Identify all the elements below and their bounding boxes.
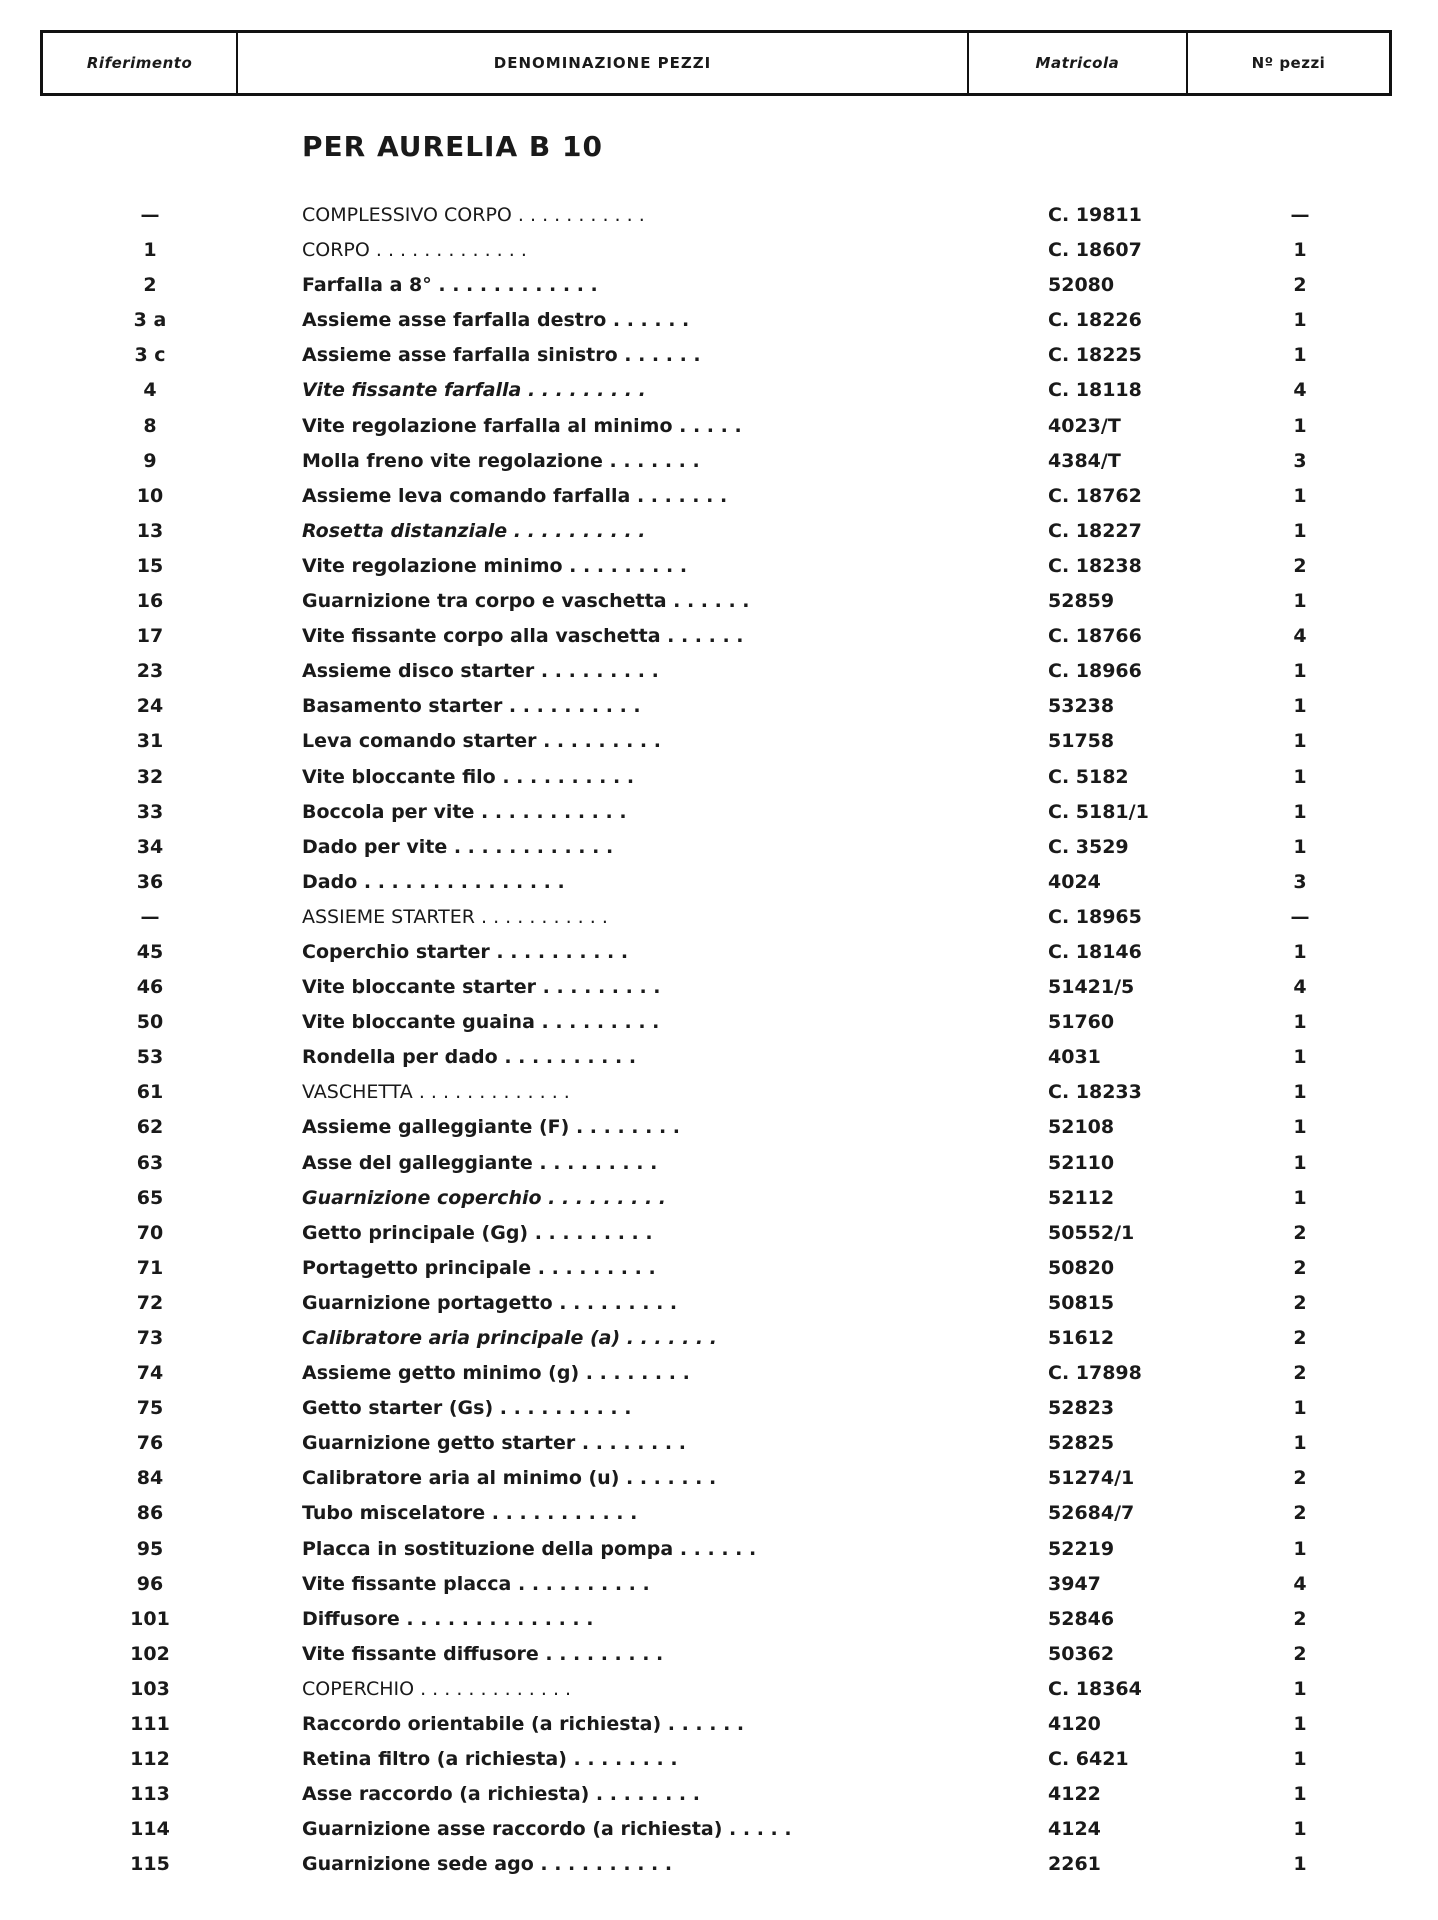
row-riferimento: 111	[130, 1713, 170, 1736]
row-riferimento: 71	[136, 1256, 164, 1279]
row-num-pezzi: 1	[1293, 835, 1307, 858]
row-num-pezzi: 1	[1293, 239, 1307, 262]
row-num-pezzi: 1	[1293, 519, 1307, 542]
row-matricola: 50552/1	[1048, 1221, 1135, 1244]
row-matricola: 52108	[1048, 1116, 1115, 1139]
row-riferimento: 13	[136, 519, 164, 542]
table-row	[0, 586, 1438, 621]
row-num-pezzi: 1	[1293, 590, 1307, 613]
row-denominazione: Boccola per vite . . . . . . . . . . .	[302, 800, 627, 823]
row-denominazione: Tubo miscelatore . . . . . . . . . . .	[302, 1502, 638, 1525]
row-riferimento: 36	[136, 870, 164, 893]
row-riferimento: 63	[136, 1151, 164, 1174]
row-riferimento: 23	[136, 660, 164, 683]
row-matricola: 51612	[1048, 1327, 1115, 1349]
row-matricola: C. 18762	[1048, 484, 1142, 507]
row-denominazione: Getto starter (Gs) . . . . . . . . . .	[302, 1397, 632, 1420]
row-matricola: 4384/T	[1048, 449, 1121, 472]
row-riferimento: 103	[130, 1677, 170, 1700]
row-matricola: 52846	[1048, 1607, 1115, 1630]
row-denominazione: Dado per vite . . . . . . . . . . . .	[302, 835, 614, 858]
table-row	[0, 200, 1438, 235]
row-denominazione: Guarnizione tra corpo e vaschetta . . . . . .	[302, 590, 750, 613]
row-num-pezzi: 1	[1293, 1677, 1307, 1700]
row-riferimento: 15	[136, 554, 164, 577]
row-denominazione: Vite fissante placca . . . . . . . . . .	[302, 1572, 650, 1595]
row-denominazione: Retina filtro (a richiesta) . . . . . . . .	[302, 1748, 678, 1771]
row-riferimento: 72	[136, 1291, 164, 1314]
row-riferimento: 33	[136, 800, 164, 823]
table-row	[0, 1077, 1438, 1112]
row-num-pezzi: 1	[1293, 1011, 1307, 1034]
row-matricola: 50815	[1048, 1291, 1115, 1314]
row-matricola: C. 5182	[1048, 765, 1129, 788]
row-num-pezzi: 1	[1293, 1151, 1307, 1174]
row-num-pezzi: 4	[1293, 1572, 1307, 1595]
table-row	[0, 1639, 1438, 1674]
row-num-pezzi: 2	[1293, 1291, 1307, 1314]
row-denominazione: Raccordo orientabile (a richiesta) . . . . . .	[302, 1713, 745, 1736]
header-denominazione: DENOMINAZIONE PEZZI	[238, 33, 969, 93]
row-denominazione: Guarnizione coperchio . . . . . . . . .	[302, 1186, 667, 1209]
row-denominazione: CORPO . . . . . . . . . . . . .	[302, 239, 527, 262]
row-denominazione: Assieme galleggiante (F) . . . . . . . .	[302, 1116, 681, 1139]
row-riferimento: 95	[136, 1537, 164, 1560]
row-riferimento: 46	[136, 976, 164, 999]
row-denominazione: Molla freno vite regolazione . . . . . . .	[302, 449, 700, 472]
row-matricola: 51760	[1048, 1011, 1115, 1034]
table-row	[0, 621, 1438, 656]
row-matricola: 4122	[1048, 1783, 1101, 1806]
row-matricola: C. 18227	[1048, 519, 1142, 542]
row-num-pezzi: 4	[1293, 379, 1307, 402]
row-riferimento: 31	[136, 730, 164, 753]
row-matricola: C. 18226	[1048, 309, 1142, 332]
row-riferimento: 34	[136, 835, 164, 858]
table-row	[0, 1358, 1438, 1393]
row-num-pezzi: 1	[1293, 1081, 1307, 1104]
table-row	[0, 305, 1438, 340]
row-matricola: 52080	[1048, 274, 1115, 297]
row-matricola: 50362	[1048, 1642, 1115, 1665]
row-denominazione: Assieme disco starter . . . . . . . . .	[302, 660, 659, 683]
row-riferimento: 3 c	[134, 344, 166, 367]
row-denominazione: Basamento starter . . . . . . . . . .	[302, 695, 641, 718]
row-matricola: C. 18225	[1048, 344, 1142, 367]
row-num-pezzi: 2	[1293, 1502, 1307, 1525]
row-riferimento: 50	[136, 1011, 164, 1034]
row-denominazione: Placca in sostituzione della pompa . . . . . .	[302, 1537, 757, 1560]
row-matricola: C. 5181/1	[1048, 800, 1149, 823]
row-denominazione: Rondella per dado . . . . . . . . . .	[302, 1046, 637, 1069]
row-num-pezzi: 3	[1293, 870, 1307, 893]
row-denominazione: COMPLESSIVO CORPO . . . . . . . . . . .	[302, 204, 645, 226]
row-denominazione: Guarnizione asse raccordo (a richiesta) . . . . .	[302, 1818, 792, 1841]
row-riferimento: 8	[143, 414, 157, 437]
table-row	[0, 1288, 1438, 1323]
row-denominazione: Calibratore aria principale (a) . . . . . . .	[302, 1327, 717, 1349]
table-row	[0, 1674, 1438, 1709]
row-num-pezzi: 1	[1293, 309, 1307, 332]
table-row	[0, 1463, 1438, 1498]
row-num-pezzi: 1	[1293, 1186, 1307, 1209]
row-riferimento: 10	[136, 484, 164, 507]
row-riferimento: 17	[136, 625, 164, 648]
row-denominazione: Vite bloccante guaina . . . . . . . . .	[302, 1011, 660, 1034]
table-row	[0, 270, 1438, 305]
row-matricola: 4031	[1048, 1046, 1101, 1069]
row-riferimento: 114	[130, 1818, 170, 1841]
table-row	[0, 340, 1438, 375]
row-matricola: C. 18965	[1048, 905, 1142, 928]
row-riferimento: 2	[143, 274, 157, 297]
row-riferimento: 62	[136, 1116, 164, 1139]
table-row	[0, 1569, 1438, 1604]
row-num-pezzi: 1	[1293, 695, 1307, 718]
row-matricola: C. 18364	[1048, 1677, 1142, 1700]
header-num-pezzi: Nº pezzi	[1251, 54, 1326, 72]
row-denominazione: Vite fissante corpo alla vaschetta . . . . . .	[302, 625, 744, 648]
row-riferimento: 4	[143, 379, 157, 402]
row-num-pezzi: 4	[1293, 625, 1307, 648]
row-matricola: 4120	[1048, 1713, 1101, 1736]
row-matricola: 51758	[1048, 730, 1115, 753]
row-num-pezzi: 2	[1293, 274, 1307, 297]
table-row	[0, 1849, 1438, 1884]
row-num-pezzi: 1	[1293, 940, 1307, 963]
row-denominazione: Vite fissante farfalla . . . . . . . . .	[302, 379, 646, 402]
row-denominazione: Leva comando starter . . . . . . . . .	[302, 730, 661, 753]
row-matricola: C. 19811	[1048, 204, 1142, 226]
row-num-pezzi: 2	[1293, 1362, 1307, 1385]
row-matricola: C. 6421	[1048, 1748, 1129, 1771]
row-riferimento: 70	[136, 1221, 164, 1244]
row-num-pezzi: 1	[1293, 730, 1307, 753]
row-matricola: C. 18966	[1048, 660, 1142, 683]
row-num-pezzi: 1	[1293, 1432, 1307, 1455]
row-denominazione: Vite regolazione farfalla al minimo . . . . .	[302, 414, 742, 437]
table-row	[0, 762, 1438, 797]
row-denominazione: Portagetto principale . . . . . . . . .	[302, 1256, 656, 1279]
table-row	[0, 691, 1438, 726]
row-riferimento: 16	[136, 590, 164, 613]
row-num-pezzi: 1	[1293, 484, 1307, 507]
row-riferimento: 3 a	[133, 309, 167, 332]
row-riferimento: 96	[136, 1572, 164, 1595]
table-row	[0, 832, 1438, 867]
row-riferimento: 74	[136, 1362, 164, 1385]
row-matricola: 50820	[1048, 1256, 1115, 1279]
row-denominazione: Asse raccordo (a richiesta) . . . . . . . .	[302, 1783, 700, 1806]
row-matricola: 3947	[1048, 1572, 1101, 1595]
row-riferimento: 32	[136, 765, 164, 788]
table-row	[0, 446, 1438, 481]
row-denominazione: Vite bloccante filo . . . . . . . . . .	[302, 765, 635, 788]
table-row	[0, 1744, 1438, 1779]
table-row	[0, 1498, 1438, 1533]
row-num-pezzi: 4	[1293, 976, 1307, 999]
row-matricola: 51421/5	[1048, 976, 1135, 999]
row-matricola: 52219	[1048, 1537, 1115, 1560]
row-matricola: 52684/7	[1048, 1502, 1135, 1525]
row-num-pezzi: 1	[1293, 1537, 1307, 1560]
row-riferimento: 24	[136, 695, 164, 718]
row-num-pezzi: 2	[1293, 1256, 1307, 1279]
row-denominazione: VASCHETTA . . . . . . . . . . . . .	[302, 1081, 570, 1104]
table-row	[0, 1428, 1438, 1463]
row-num-pezzi: 1	[1293, 344, 1307, 367]
table-row	[0, 867, 1438, 902]
row-denominazione: Assieme getto minimo (g) . . . . . . . .	[302, 1362, 690, 1385]
table-row	[0, 797, 1438, 832]
row-num-pezzi: 2	[1293, 1642, 1307, 1665]
row-matricola: 52110	[1048, 1151, 1115, 1174]
row-denominazione: Coperchio starter . . . . . . . . . .	[302, 940, 629, 963]
row-num-pezzi: 2	[1293, 1607, 1307, 1630]
table-row	[0, 1534, 1438, 1569]
row-matricola: C. 17898	[1048, 1362, 1142, 1385]
table-row	[0, 726, 1438, 761]
table-header	[40, 30, 1392, 96]
row-denominazione: COPERCHIO . . . . . . . . . . . . .	[302, 1677, 572, 1700]
row-denominazione: Vite fissante diffusore . . . . . . . . .	[302, 1642, 664, 1665]
table-row	[0, 1604, 1438, 1639]
row-matricola: 51274/1	[1048, 1467, 1135, 1490]
row-denominazione: Guarnizione getto starter . . . . . . . .	[302, 1432, 686, 1455]
row-num-pezzi: —	[1290, 905, 1310, 928]
row-num-pezzi: 1	[1293, 1713, 1307, 1736]
row-denominazione: Calibratore aria al minimo (u) . . . . . . .	[302, 1467, 717, 1490]
row-num-pezzi: 2	[1293, 554, 1307, 577]
table-row	[0, 1393, 1438, 1428]
row-num-pezzi: 1	[1293, 660, 1307, 683]
table-row	[0, 902, 1438, 937]
row-matricola: C. 18238	[1048, 554, 1142, 577]
row-matricola: 52823	[1048, 1397, 1115, 1420]
table-row	[0, 1148, 1438, 1183]
table-row	[0, 656, 1438, 691]
row-matricola: 52859	[1048, 590, 1115, 613]
row-matricola: 52825	[1048, 1432, 1115, 1455]
row-num-pezzi: 1	[1293, 800, 1307, 823]
row-num-pezzi: —	[1290, 204, 1310, 226]
table-row	[0, 481, 1438, 516]
row-matricola: 53238	[1048, 695, 1115, 718]
row-denominazione: Dado . . . . . . . . . . . . . . .	[302, 870, 565, 893]
row-riferimento: 113	[130, 1783, 170, 1806]
row-riferimento: 76	[136, 1432, 164, 1455]
table-row	[0, 1112, 1438, 1147]
row-riferimento: 101	[130, 1607, 170, 1630]
row-riferimento: 115	[130, 1853, 170, 1876]
table-row	[0, 1709, 1438, 1744]
row-denominazione: Asse del galleggiante . . . . . . . . .	[302, 1151, 658, 1174]
row-riferimento: 112	[130, 1748, 170, 1771]
row-denominazione: Guarnizione portagetto . . . . . . . . .	[302, 1291, 678, 1314]
row-num-pezzi: 1	[1293, 1853, 1307, 1876]
row-matricola: C. 18766	[1048, 625, 1142, 648]
table-row	[0, 1779, 1438, 1814]
table-row	[0, 551, 1438, 586]
row-riferimento: —	[140, 905, 160, 928]
row-num-pezzi: 1	[1293, 765, 1307, 788]
row-denominazione: Vite bloccante starter . . . . . . . . .	[302, 976, 661, 999]
table-row	[0, 1007, 1438, 1042]
table-row	[0, 972, 1438, 1007]
parts-table-body	[0, 200, 1438, 1885]
table-row	[0, 1814, 1438, 1849]
row-num-pezzi: 1	[1293, 1046, 1307, 1069]
row-num-pezzi: 3	[1293, 449, 1307, 472]
table-row	[0, 1042, 1438, 1077]
row-denominazione: Vite regolazione minimo . . . . . . . . .	[302, 554, 688, 577]
row-matricola: C. 18233	[1048, 1081, 1142, 1104]
row-num-pezzi: 2	[1293, 1327, 1307, 1349]
row-riferimento: 45	[136, 940, 164, 963]
table-row	[0, 375, 1438, 410]
row-matricola: 4124	[1048, 1818, 1101, 1841]
row-matricola: C. 18146	[1048, 940, 1142, 963]
row-num-pezzi: 1	[1293, 1818, 1307, 1841]
table-row	[0, 937, 1438, 972]
row-num-pezzi: 1	[1293, 414, 1307, 437]
row-matricola: C. 18118	[1048, 379, 1142, 402]
table-row	[0, 1218, 1438, 1253]
row-denominazione: ASSIEME STARTER . . . . . . . . . . .	[302, 905, 608, 928]
table-row	[0, 411, 1438, 446]
table-row	[0, 235, 1438, 270]
row-denominazione: Assieme leva comando farfalla . . . . . . .	[302, 484, 728, 507]
header-matricola: Matricola	[969, 33, 1188, 93]
table-row	[0, 516, 1438, 551]
row-riferimento: 65	[136, 1186, 164, 1209]
row-riferimento: 84	[136, 1467, 164, 1490]
section-title: PER AURELIA B 10	[302, 130, 603, 163]
row-denominazione: Assieme asse farfalla destro . . . . . .	[302, 309, 690, 332]
row-denominazione: Guarnizione sede ago . . . . . . . . . .	[302, 1853, 673, 1876]
row-num-pezzi: 1	[1293, 1783, 1307, 1806]
row-matricola: 4024	[1048, 870, 1101, 893]
row-riferimento: 53	[136, 1046, 164, 1069]
row-riferimento: 86	[136, 1502, 164, 1525]
table-row	[0, 1183, 1438, 1218]
row-num-pezzi: 1	[1293, 1748, 1307, 1771]
row-riferimento: 9	[143, 449, 157, 472]
row-denominazione: Getto principale (Gg) . . . . . . . . .	[302, 1221, 653, 1244]
row-riferimento: 1	[143, 239, 157, 262]
row-matricola: 4023/T	[1048, 414, 1121, 437]
row-denominazione: Assieme asse farfalla sinistro . . . . . .	[302, 344, 701, 367]
row-riferimento: 75	[136, 1397, 164, 1420]
row-matricola: 2261	[1048, 1853, 1101, 1876]
table-row	[0, 1253, 1438, 1288]
row-riferimento: —	[140, 204, 160, 226]
row-denominazione: Diffusore . . . . . . . . . . . . . .	[302, 1607, 594, 1630]
row-denominazione: Rosetta distanziale . . . . . . . . . .	[302, 519, 646, 542]
row-matricola: C. 18607	[1048, 239, 1142, 262]
row-denominazione: Farfalla a 8° . . . . . . . . . . . .	[302, 274, 598, 297]
row-num-pezzi: 1	[1293, 1116, 1307, 1139]
row-matricola: 52112	[1048, 1186, 1115, 1209]
row-matricola: C. 3529	[1048, 835, 1129, 858]
row-riferimento: 102	[130, 1642, 170, 1665]
header-riferimento: Riferimento	[43, 33, 238, 93]
row-num-pezzi: 1	[1293, 1397, 1307, 1420]
row-num-pezzi: 2	[1293, 1467, 1307, 1490]
table-row	[0, 1323, 1438, 1358]
row-riferimento: 61	[136, 1081, 164, 1104]
row-num-pezzi: 2	[1293, 1221, 1307, 1244]
row-riferimento: 73	[136, 1327, 164, 1349]
